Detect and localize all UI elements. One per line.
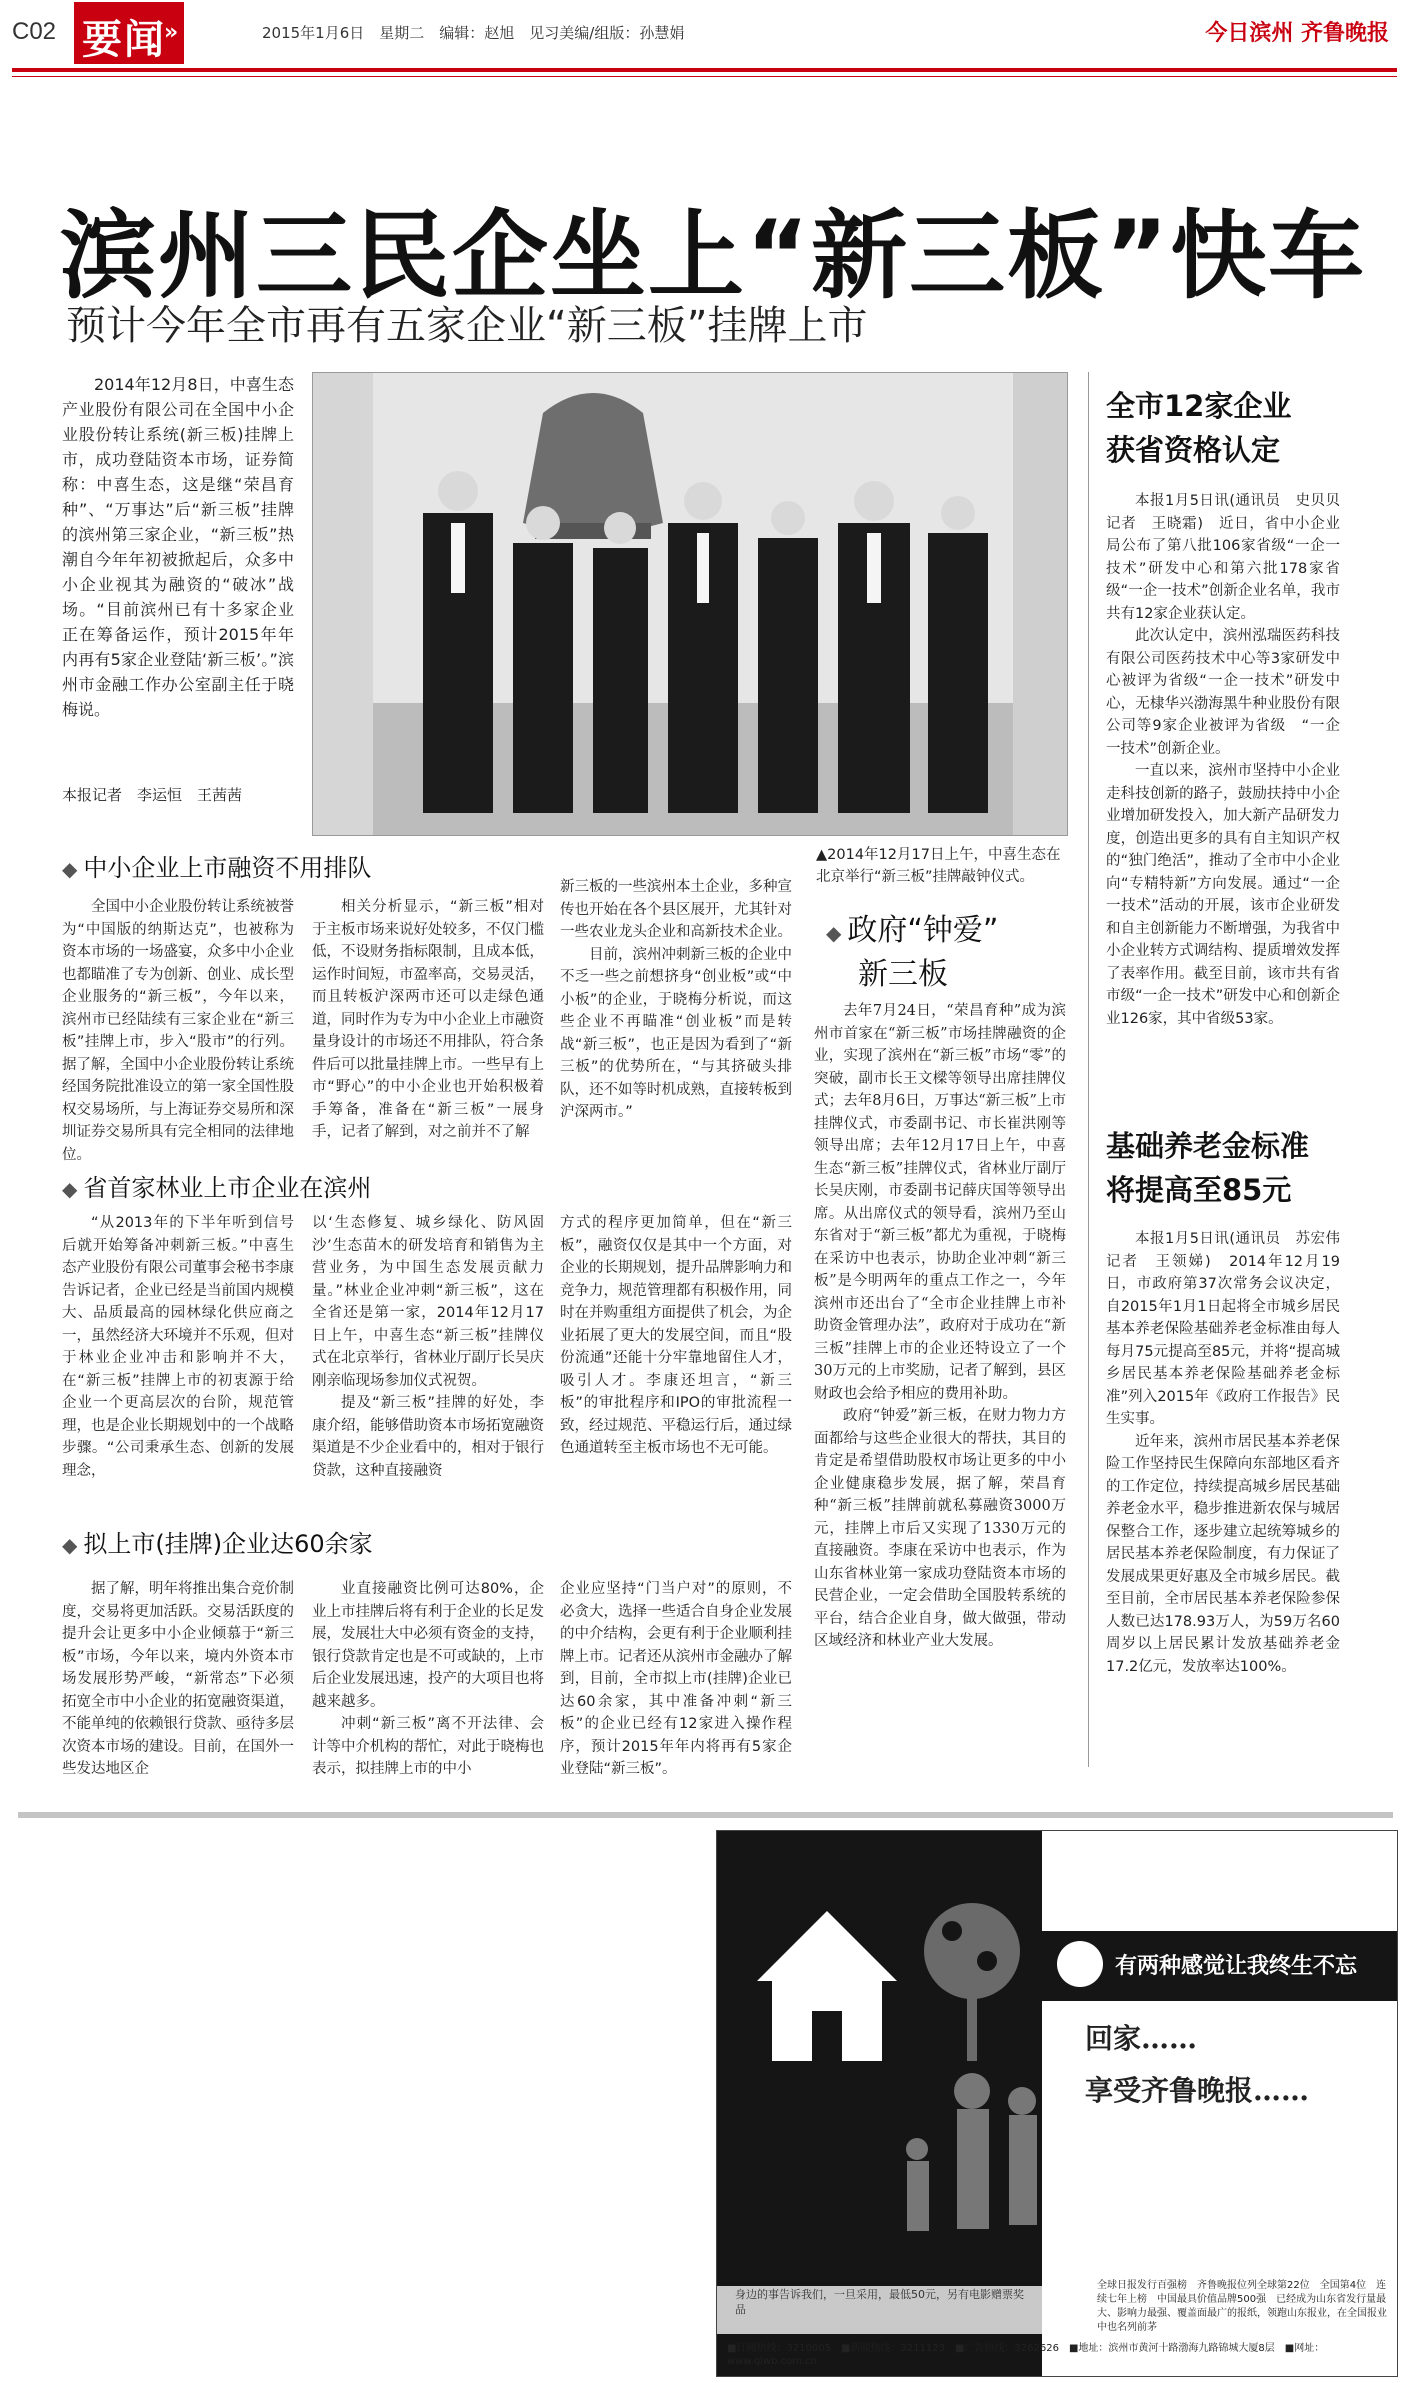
header-rule: [12, 68, 1397, 72]
lead-text: 2014年12月8日，中喜生态产业股份有限公司在全国中小企业股份转让系统(新三板)挂牌上市，成功登陆资本市场，证券简称：中喜生态，这是继“荣昌育种”、“万事达”后“新三板”挂牌的滨州第三家企业，“新三板”热潮自今年年初被掀起后，众多中小企业视其为融资的“破冰”战场。“目前滨州已有十多家企业正在筹备运作，预计2015年年内再有5家企业登陆‘新三板’。”滨州市金融工作办公室副主任于晓梅说。: [62, 375, 294, 719]
section2-col1: “从2013年的下半年听到信号后就开始筹备冲刺新三板。”中喜生态产业股份有限公司董事会秘书李康告诉记者，企业已经是当前国内规模大、品质最高的园林绿化供应商之一，虽然经济大环境并不乐观，但对于林业企业冲击和影响并不大，在“新三板”挂牌上市的初衷源于给企业一个更高层次的台阶，规范管理，也是企业长期规划中的一个战略步骤。“公司秉承生态、创新的发展理念，: [62, 1215, 294, 1479]
bell-ceremony-illustration: [313, 373, 1067, 835]
lead-paragraph: [62, 372, 294, 722]
section-heading-2: ◆ 省首家林业上市企业在滨州: [62, 1174, 372, 1202]
page-number: C02: [12, 18, 57, 45]
diamond-icon: ◆: [62, 1177, 78, 1201]
header-info: 2015年1月6日 星期二 编辑：赵旭 见习美编/组版：孙慧娟: [262, 24, 685, 42]
section1-col3: 新三板的一些滨州本土企业，多种宣传也开始在各个县区展开，尤其针对一些农业龙头企业和高新技术企业。 目前，滨州冲刺新三板的企业中不乏一些之前想挤身“创业板”或“中小板”的企业，于晓梅分析说，而这些企业不再瞄准“创业板”而是转战“新三板”，也正是因为看到了“新三板”的优势所在，“与其挤破头排队，还不如等时机成熟，直接转板到沪深两市。”: [560, 879, 792, 1120]
sidebar-divider: [1088, 372, 1089, 1767]
event-photo: [312, 372, 1068, 836]
ad-slogan: 有两种感觉让我终生不忘: [1115, 1954, 1358, 1979]
section1-col2: 相关分析显示，“新三板”相对于主板市场来说好处较多，不仅门槛低，不设财务指标限制，且成本低，运作时间短，市盈率高，交易灵活，而且转板沪深两市还可以走绿色通道，同时作为专为中小企业上市融资量身设计的市场还不用排队，符合条件后可以批量挂牌上市。一些早有上市“野心”的中小企业也开始积极着手筹备，准备在“新三板”一展身手，记者了解到，对之前并不了解: [312, 899, 544, 1140]
diamond-icon: ◆: [826, 921, 842, 945]
section-heading-1: ◆ 中小企业上市融资不用排队: [62, 854, 372, 882]
sidebar-heading-policy: ◆ 政府“钟爱” 新三板: [826, 913, 999, 992]
section-label: 要闻: [82, 17, 166, 63]
newspaper-brand: 今日滨州 齐鲁晚报: [1205, 21, 1389, 46]
sidebar-heading-pension: 基础养老金标准 将提高至85元: [1106, 1129, 1310, 1207]
diamond-icon: ◆: [62, 1533, 78, 1557]
section3-col2: 业直接融资比例可达80%，企业上市挂牌后将有利于企业的长足发展，发展壮大中必须有资金的支持，银行贷款肯定也是不可或缺的，上市后企业发展迅速，投产的大项目也将越来越多。 冲刺“新三板”离不开法律、会计等中介机构的帮忙，对此于晓梅也表示，拟挂牌上市的中小: [312, 1581, 544, 1777]
section2-col3: 方式的程序更加简单，但在“新三板”，融资仅仅是其中一个方面，对企业的长期规划，提升品牌影响力和竞争力，规范管理都有积极作用，同时在并购重组方面提供了机会，为企业拓展了更大的发展空间，而且“股份流通”还能十分牢靠地留住人才，吸引人才。李康还坦言，“新三板”的审批程序和IPO的审批流程一致，经过规范、平稳运行后，通过绿色通道转至主板市场也不无可能。: [560, 1215, 792, 1456]
photo-caption: ▲2014年12月17日上午，中喜生态在北京举行“新三板”挂牌敲钟仪式。: [816, 847, 1061, 885]
ad-line-1: 回家……: [1085, 2022, 1198, 2055]
ad-ranking-text: 全球日报发行百强榜 齐鲁晚报位列全球第22位 全国第4位 连续七年上榜 中国最具价值品牌500强 已经成为山东省发行量最大、影响力最强、覆盖面最广的报纸，领跑山东报业，在全国报业中也名列前茅: [1097, 2280, 1387, 2333]
newspaper-logo-icon: [1057, 1941, 1103, 1987]
chevron-right-icon: »: [164, 20, 179, 45]
section1-col1: 全国中小企业股份转让系统被誉为“中国版的纳斯达克”，也被称为资本市场的一场盛宴，众多中小企业也都瞄准了专为创新、创业、成长型企业服务的“新三板”，今年以来，滨州市已经陆续有三家企业在“新三板”挂牌上市，步入“股市”的行列。据了解，全国中小企业股份转让系统经国务院批准设立的第一家全国性股权交易场所，与上海证券交易所和深圳证券交易所具有完全相同的法律地位。: [62, 899, 294, 1163]
sidebar-heading-enterprises: 全市12家企业 获省资格认定: [1106, 389, 1292, 467]
section-heading-3: ◆ 拟上市(挂牌)企业达60余家: [62, 1530, 373, 1558]
family-home-illustration: [717, 1831, 1042, 2286]
ad-line-2: 享受齐鲁晚报……: [1085, 2074, 1310, 2107]
ad-footer: ■订阅热线：3210005 ■新闻热线：3211123 ■广告热线：3262626 ■地址：滨州市黄河十路渤海九路锦城大厦8层 ■网址：www.qlwb.com.cn: [727, 2343, 1325, 2367]
byline: 本报记者 李运恒 王茜茜: [62, 786, 243, 804]
advertisement: [716, 1830, 1398, 2377]
sidebar-policy-body: 去年7月24日，“荣昌育种”成为滨州市首家在“新三板”市场挂牌融资的企业，实现了滨州在“新三板”市场“零”的突破，副市长王文樑等领导出席挂牌仪式；去年8月6日，万事达“新三板”上市挂牌仪式，市委副书记、市长崔洪刚等领导出席；去年12月17日上午，中喜生态“新三板”挂牌仪式，省林业厅副厅长吴庆刚，市委副书记薛庆国等领导出席。从出席仪式的领导看，滨州乃至山东省对于“新三板”都尤为重视，于晓梅在采访中也表示，协助企业冲刺“新三板”是今明两年的重点工作之一，今年滨州市还出台了“全市企业挂牌上市补助资金管理办法”，政府对于成功在“新三板”挂牌上市的企业还特设立了一个30万元的上市奖励，记者了解到，县区财政也会给予相应的费用补助。 政府“钟爱”新三板，在财力物力方面都给与这些企业很大的帮扶，其目的肯定是希望借助股权市场让更多的中小企业健康稳步发展，据了解，荣昌育种“新三板”挂牌前就私募融资3000万元，挂牌上市后又实现了1330万元的直接融资。李康在采访中也表示，作为山东省林业第一家成功登陆资本市场的民营企业，一定会借助全国股转系统的平台，结合企业自身，做大做强，带动区域经济和林业产业大发展。: [814, 1003, 1066, 1649]
diamond-icon: ◆: [62, 857, 78, 881]
ad-note: 身边的事告诉我们，一旦采用，最低50元，另有电影赠票奖品: [735, 2288, 1024, 2316]
subheadline: 预计今年全市再有五家企业“新三板”挂牌上市: [66, 303, 868, 349]
section3-col1: 据了解，明年将推出集合竞价制度，交易将更加活跃。交易活跃度的提升会让更多中小企业倾慕于“新三板”市场，今年以来，境内外资本市场发展形势严峻，“新常态”下必须拓宽全市中小企业的拓宽融资渠道，不能单纯的依赖银行贷款、亟待多层次资本市场的建设。目前，在国外一些发达地区企: [62, 1581, 294, 1777]
section3-col3: 企业应坚持“门当户对”的原则，不必贪大，选择一些适合自身企业发展的中介结构，会更有利于企业顺利挂牌上市。记者还从滨州市金融办了解到，目前，全市拟上市(挂牌)企业已达60余家，其中准备冲刺“新三板”的企业已经有12家进入操作程序，预计2015年年内将再有5家企业登陆“新三板”。: [560, 1581, 792, 1777]
page-divider: [18, 1812, 1393, 1818]
sidebar-enterprises-body: 本报1月5日讯(通讯员 史贝贝 记者 王晓霜) 近日，省中小企业局公布了第八批106家省级“一企一技术”研发中心和第六批178家省级“一企一技术”创新企业名单，我市共有12家企业获认定。 此次认定中，滨州泓瑞医药科技有限公司医药技术中心等3家研发中心被评为省级“一企一技术”研发中心，无棣华兴渤海黑牛种业股份有限公司等9家企业被评为省级 “一企一技术”创新企业。 一直以来，滨州市坚持中小企业走科技创新的路子，鼓励扶持中小企业增加研发投入，加大新产品研发力度，创造出更多的具有自主知识产权的“独门绝活”，推动了全市中小企业向“专精特新”方向发展。通过“一企一技术”活动的开展，该市企业研发和自主创新能力不断增强，为我省中小企业转方式调结构、提质增效发挥了表率作用。截至目前，该市共有省市级“一企一技术”研发中心和创新企业126家，其中省级53家。: [1106, 493, 1355, 1027]
header-rule-thin: [12, 76, 1397, 77]
sidebar-pension-body: 本报1月5日讯(通讯员 苏宏伟 记者 王领娣) 2014年12月19日，市政府第37次常务会议决定，自2015年1月1日起将全市城乡居民基本养老保险基础养老金标准由每人每月75元提高至85元，并将“提高城乡居民基本养老保险基础养老金标准”列入2015年《政府工作报告》民生实事。 近年来，滨州市居民基本养老保险工作坚持民生保障向东部地区看齐的工作定位，持续提高城乡居民基础养老金水平，稳步推进新农保与城居保整合工作，逐步建立起统筹城乡的居民基本养老保险制度，有力保证了发展成果更好惠及全市城乡居民。截至目前，全市居民基本养老保险参保人数已达178.93万人，为59万名60周岁以上居民累计发放基础养老金17.2亿元，发放率达100%。: [1106, 1231, 1355, 1675]
section2-col2: 以‘生态修复、城乡绿化、防风固沙’生态苗木的研发培育和销售为主营业务，为中国生态发展贡献力量。”林业企业冲刺“新三板”，这在全省还是第一家，2014年12月17日上午，中喜生态“新三板”挂牌仪式在北京举行，省林业厅副厅长吴庆刚亲临现场参加仪式祝贺。 提及“新三板”挂牌的好处，李康介绍，能够借助资本市场拓宽融资渠道是不少企业看中的，相对于银行贷款，这种直接融资: [312, 1215, 544, 1479]
headline: 滨州三民企坐上“新三板”快车: [60, 200, 1367, 312]
